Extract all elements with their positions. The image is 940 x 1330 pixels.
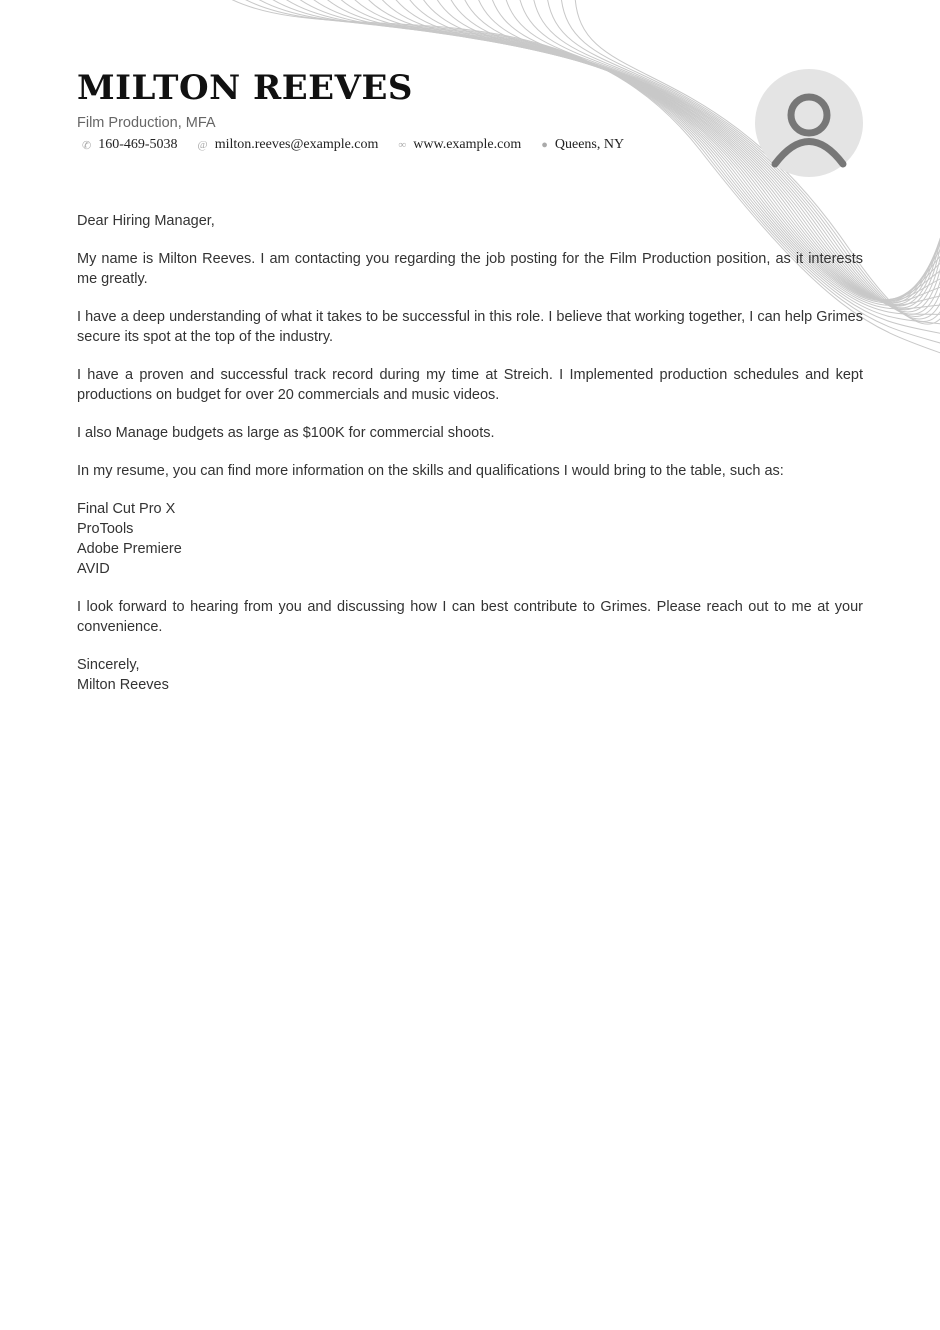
closing-paragraph: I look forward to hearing from you and discussing how I can best contribute to Grimes. Please reach out to me at your convenience. [77,599,863,635]
signoff: Sincerely, [77,657,140,673]
location-pin-icon: ● [541,139,548,151]
skill-item: Adobe Premiere [77,541,182,557]
avatar [755,69,863,177]
skill-item: Final Cut Pro X [77,501,176,517]
signature: Milton Reeves [77,677,169,693]
link-icon: ∞ [398,139,407,151]
contact-email [198,137,379,153]
skills-list [77,499,863,579]
paragraph: I have a deep understanding of what it takes to be successful in this role. I believe that working together, I can help Grimes secure its spot at the top of the industry. [77,309,863,345]
contact-info [82,137,624,153]
applicant-name: MILTON REEVES [77,68,413,108]
contact-website [398,137,521,153]
website-link[interactable]: www.example.com [413,137,522,152]
at-icon: @ [197,139,208,151]
location: Queens, NY [554,137,625,152]
email-address[interactable]: milton.reeves@example.com [214,137,379,152]
phone-icon: ✆ [82,139,92,152]
skill-item: ProTools [77,521,134,537]
user-silhouette-icon [755,69,863,177]
skill-item: AVID [77,561,110,577]
contact-location [541,137,624,153]
paragraph: I also Manage budgets as large as $100K for commercial shoots. [77,425,495,441]
salutation: Dear Hiring Manager, [77,213,215,229]
phone-number: 160-469-5038 [98,137,178,152]
cover-letter-body [77,211,863,695]
applicant-title: Film Production, MFA [77,115,216,131]
paragraph: I have a proven and successful track record during my time at Streich. I Implemented production schedules and kept productions on budget for over 20 commercials and music videos. [77,367,863,403]
paragraph: My name is Milton Reeves. I am contacting you regarding the job posting for the Film Production position, as it interests me greatly. [77,251,863,287]
contact-phone [82,137,178,153]
paragraph: In my resume, you can find more information on the skills and qualifications I would bring to the table, such as: [77,463,784,479]
